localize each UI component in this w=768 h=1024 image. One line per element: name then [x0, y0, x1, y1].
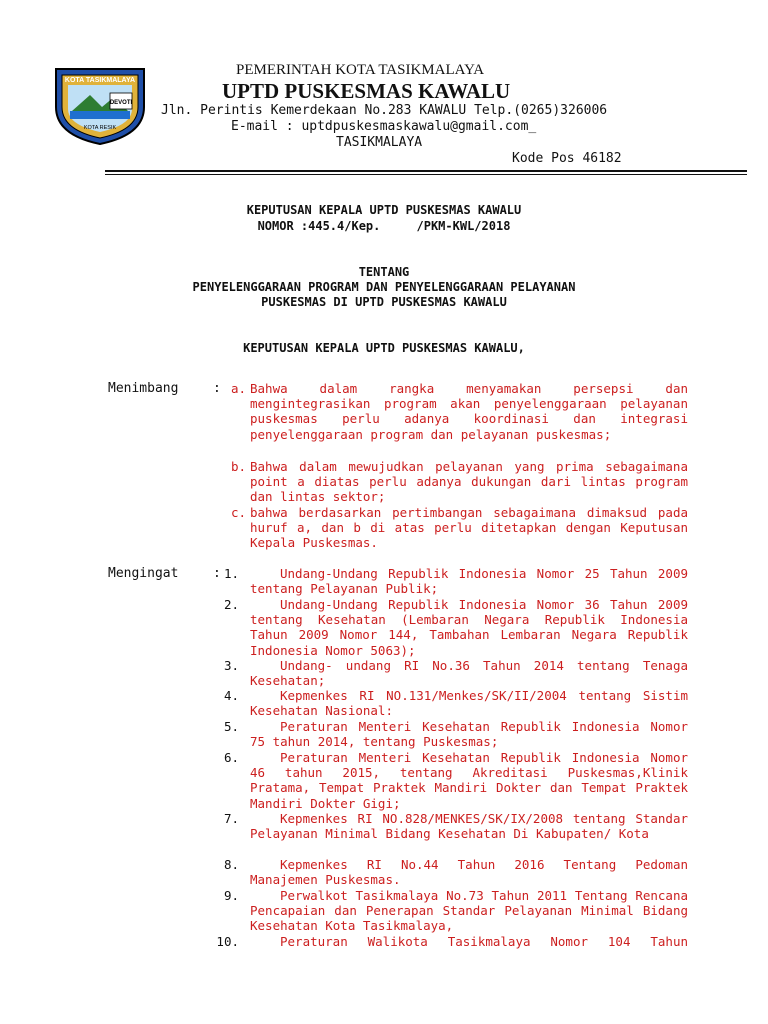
mengingat-item: Perwalkot Tasikmalaya No.73 Tahun 2011 Tentang Rencana Pencapaian dan Penerapan Standar Pelayanan Minimal Bidang Kesehatan Kota Tasikmalaya, [250, 888, 688, 934]
government-name: PEMERINTAH KOTA TASIKMALAYA [236, 62, 485, 78]
menimbang-colon: : [213, 381, 221, 396]
mengingat-number: 9. [223, 888, 239, 903]
mengingat-number: 6. [223, 750, 239, 765]
mengingat-label: Mengingat [108, 566, 179, 581]
mengingat-item: Peraturan Menteri Kesehatan Republik Indonesia Nomor 75 tahun 2014, tentang Puskesmas; [250, 719, 688, 750]
postal-code: Kode Pos 46182 [512, 151, 622, 166]
subject-line-1: PENYELENGGARAAN PROGRAM DAN PENYELENGGARAAN PELAYANAN [192, 280, 576, 294]
menimbang-item: Bahwa dalam mewujudkan pelayanan yang prima sebagaimana point a diatas perlu adanya dukungan dari lintas program dan lintas sektor; [250, 459, 688, 505]
header-divider-thick [105, 170, 747, 172]
svg-text:KOTA RESIK: KOTA RESIK [83, 125, 117, 131]
subject-line-2: PUSKESMAS DI UPTD PUSKESMAS KAWALU [261, 295, 507, 309]
mengingat-number: 1. [223, 566, 239, 581]
decree-number: NOMOR :445.4/Kep. /PKM-KWL/2018 [257, 219, 511, 233]
mengingat-number: 3. [223, 658, 239, 673]
address: Jln. Perintis Kemerdekaan No.283 KAWALU Telp.(0265)326006 [161, 103, 608, 118]
mengingat-number: 4. [223, 688, 239, 703]
mengingat-item: Peraturan Walikota Tasikmalaya Nomor 104 Tahun [280, 934, 688, 949]
menimbang-marker: b. [231, 459, 247, 474]
institution-name: UPTD PUSKESMAS KAWALU [222, 79, 511, 103]
mengingat-item: Kepmenkes RI NO.131/Menkes/SK/II/2004 tentang Sistim Kesehatan Nasional: [250, 688, 688, 719]
mengingat-item: Undang- undang RI No.36 Tahun 2014 tentang Tenaga Kesehatan; [250, 658, 688, 689]
mengingat-number: 8. [223, 857, 239, 872]
mengingat-item: Undang-Undang Republik Indonesia Nomor 36 Tahun 2009 tentang Kesehatan (Lembaran Negara Republik Indonesia Tahun 2009 Nomor 144, Tambahan Lembaran Negara Republik Indonesia Nomor 5063); [250, 597, 688, 658]
mengingat-number: 7. [223, 811, 239, 826]
about-label: TENTANG [358, 265, 410, 279]
city-emblem-logo [50, 63, 150, 146]
mengingat-item: Kepmenkes RI No.44 Tahun 2016 Tentang Pedoman Manajemen Puskesmas. [250, 857, 688, 888]
header-divider-thin [105, 174, 747, 175]
mengingat-number: 5. [223, 719, 239, 734]
menimbang-marker: a. [231, 381, 247, 396]
mengingat-item: Kepmenkes RI NO.828/MENKES/SK/IX/2008 tentang Standar Pelayanan Minimal Bidang Kesehatan Di Kabupaten/ Kota [250, 811, 688, 842]
menimbang-item: bahwa berdasarkan pertimbangan sebagaimana dimaksud pada huruf a, dan b di atas perlu ditetapkan dengan Keputusan Kepala Puskesmas. [250, 505, 688, 551]
menimbang-item: Bahwa dalam rangka menyamakan persepsi dan mengintegrasikan program akan penyelenggaraan pelayanan puskesmas perlu adanya koordinasi dan integrasi penyelenggaraan program dan pelayanan puskesmas; [250, 381, 688, 442]
mengingat-number: 2. [223, 597, 239, 612]
svg-text:KOTA TASIKMALAYA: KOTA TASIKMALAYA [64, 77, 136, 84]
menimbang-marker: c. [231, 505, 247, 520]
mengingat-colon: : [213, 566, 221, 581]
svg-text:DEVOTI: DEVOTI [109, 100, 133, 106]
mengingat-item: Undang-Undang Republik Indonesia Nomor 25 Tahun 2009 tentang Pelayanan Publik; [250, 566, 688, 597]
mengingat-number: 10. [216, 934, 239, 949]
menimbang-label: Menimbang [108, 381, 179, 396]
issuer: KEPUTUSAN KEPALA UPTD PUSKESMAS KAWALU, [243, 341, 525, 355]
city: TASIKMALAYA [336, 135, 423, 150]
email: E-mail : uptdpuskesmaskawalu@gmail.com_ [231, 119, 537, 134]
decree-title: KEPUTUSAN KEPALA UPTD PUSKESMAS KAWALU [246, 203, 522, 217]
mengingat-item: Peraturan Menteri Kesehatan Republik Indonesia Nomor 46 tahun 2015, tentang Akreditasi Puskesmas,Klinik Pratama, Tempat Praktek Mandiri Dokter dan Tempat Praktek Mandiri Dokter Gigi; [250, 750, 688, 811]
